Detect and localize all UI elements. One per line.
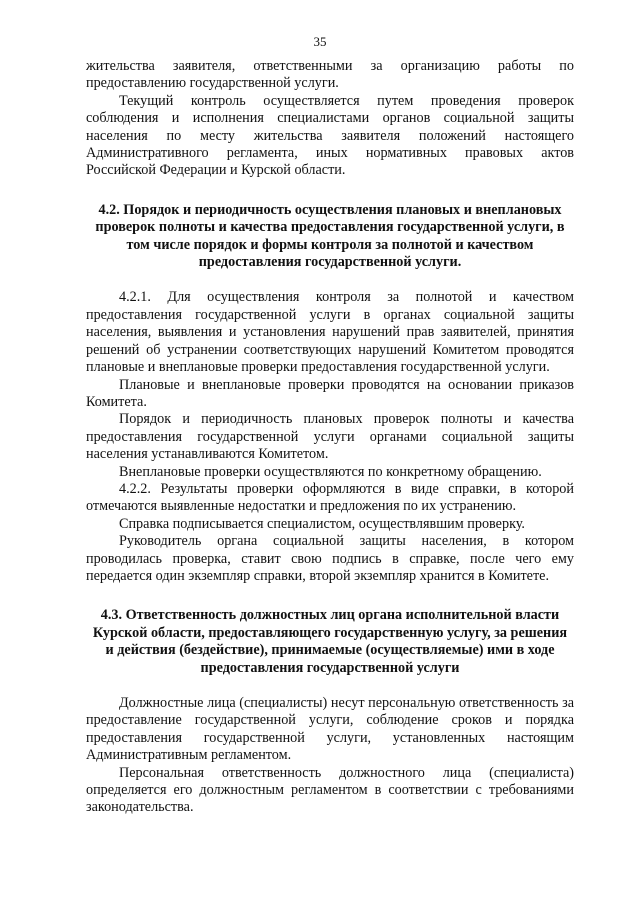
section-spacer: [86, 180, 574, 202]
section-4-2-paragraph-3: Порядок и периодичность плановых проверок полноты и качества предоставления государственной услуги органами социальной защиты населения устанавливаются Комитетом.: [86, 411, 574, 463]
section-4-3-heading: 4.3. Ответственность должностных лиц органа исполнительной власти Курской области, предоставляющего государственную услугу, за решения и действия (бездействие), принимаемые (осуществляемые) ими в ходе предоставления государственной услуги: [92, 607, 568, 676]
heading-spacer: [86, 677, 574, 695]
intro-paragraph-current-control: Текущий контроль осуществляется путем проведения проверок соблюдения и исполнения специалистами органов социальной защиты населения по месту жительства заявителя положений настоящего Административного регламента, иных нормативных правовых актов Российской Федерации и Курской области.: [86, 92, 574, 179]
intro-paragraph-continuation: жительства заявителя, ответственными за организацию работы по предоставлению государственной услуги.: [86, 58, 574, 92]
page-number: 35: [313, 34, 327, 49]
section-4-2-paragraph-1: 4.2.1. Для осуществления контроля за полнотой и качеством предоставления государственной услуги в органах социальной защиты населения, выявления и установления нарушений прав заявителей, принятия решений об устранении соответствующих нарушений Комитетом проводятся плановые и внеплановые проверки предоставления государственной услуги.: [86, 289, 574, 376]
section-4-2-paragraph-5: 4.2.2. Результаты проверки оформляются в виде справки, в которой отмечаются выявленные недостатки и предложения по их устранению.: [86, 480, 574, 515]
section-4-3-paragraph-2: Персональная ответственность должностного лица (специалиста) определяется его должностным регламентом в соответствии с требованиями законодательства.: [86, 764, 574, 816]
section-4-2-paragraph-2: Плановые и внеплановые проверки проводятся на основании приказов Комитета.: [86, 376, 574, 410]
section-4-2-paragraph-4: Внеплановые проверки осуществляются по конкретному обращению.: [119, 463, 542, 480]
section-4-3-paragraph-1: Должностные лица (специалисты) несут персональную ответственность за предоставление государственной услуги, соблюдение сроков и порядка предоставления государственной услуги, установленных настоящим Административным регламентом.: [86, 695, 574, 764]
section-4-2-paragraph-6: Справка подписывается специалистом, осуществлявшим проверку.: [119, 515, 525, 532]
section-4-2-paragraph-7: Руководитель органа социальной защиты населения, в котором проводилась проверка, ставит свою подпись в справке, после чего ему передается один экземпляр справки, второй экземпляр хранится в Комитете.: [86, 533, 574, 584]
section-4-2-heading: 4.2. Порядок и периодичность осуществления плановых и внеплановых проверок полноты и качества предоставления государственной услуги, в том числе порядок и формы контроля за полнотой и качеством предоставления государственной услуги.: [95, 201, 565, 271]
heading-spacer: [86, 271, 574, 289]
page-content: [86, 58, 574, 817]
section-spacer: [86, 585, 574, 607]
